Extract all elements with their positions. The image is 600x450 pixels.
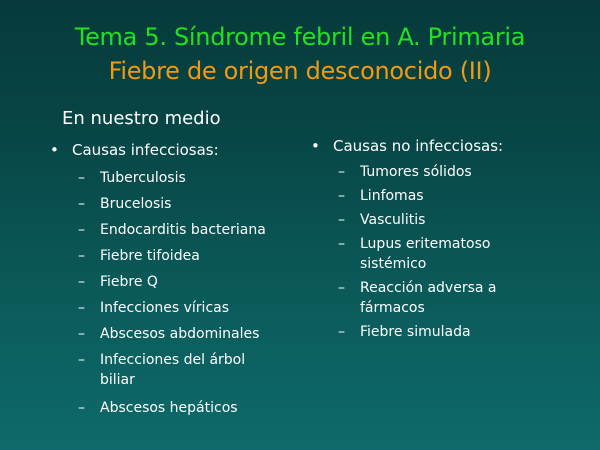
list-item xyxy=(78,272,308,292)
list-item-text: Linfomas xyxy=(360,188,424,204)
list-item-text: Fiebre tifoidea xyxy=(100,248,200,264)
list-item-text: Endocarditis bacteriana xyxy=(100,222,266,238)
list-item xyxy=(338,234,588,274)
dash-icon: – xyxy=(338,236,345,252)
dash-icon: – xyxy=(78,248,85,264)
list-item-text: Infecciones del árbol xyxy=(100,352,246,368)
list-item-text: Vasculitis xyxy=(360,212,426,228)
bullet-label: Causas infecciosas: xyxy=(72,141,219,159)
bullet-icon: • xyxy=(50,141,59,159)
list-item xyxy=(78,168,308,188)
list-item xyxy=(78,350,308,390)
list-item xyxy=(338,322,588,342)
dash-icon: – xyxy=(78,196,85,212)
list-item xyxy=(78,298,308,318)
list-item xyxy=(338,186,588,206)
bullet-icon: • xyxy=(311,137,320,155)
non-infectious-causes-list xyxy=(338,0,588,450)
list-item xyxy=(78,194,308,214)
list-item-text: Fiebre Q xyxy=(100,274,158,290)
dash-icon: – xyxy=(78,170,85,186)
list-item-text: Brucelosis xyxy=(100,196,172,212)
list-item-text: Fiebre simulada xyxy=(360,324,471,340)
dash-icon: – xyxy=(338,324,345,340)
dash-icon: – xyxy=(338,280,345,296)
list-item-text: Abscesos abdominales xyxy=(100,326,260,342)
list-item-text: Tumores sólidos xyxy=(360,164,472,180)
list-item xyxy=(338,278,588,318)
list-item xyxy=(78,324,308,344)
dash-icon: – xyxy=(78,400,85,416)
slide-subtitle: Fiebre de origen desconocido (II) xyxy=(108,57,492,85)
list-item-text: Lupus eritematoso xyxy=(360,236,491,252)
dash-icon: – xyxy=(338,188,345,204)
list-item-text-continued: fármacos xyxy=(360,300,425,316)
list-item xyxy=(78,246,308,266)
list-item-text: Reacción adversa a xyxy=(360,280,497,296)
list-item-text-continued: sistémico xyxy=(360,256,427,272)
dash-icon: – xyxy=(338,212,345,228)
slide-title: Tema 5. Síndrome febril en A. Primaria xyxy=(74,23,526,51)
dash-icon: – xyxy=(78,352,85,368)
dash-icon: – xyxy=(78,274,85,290)
list-item xyxy=(78,398,308,418)
dash-icon: – xyxy=(338,164,345,180)
list-item-text: Abscesos hepáticos xyxy=(100,400,238,416)
list-item-text-continued: biliar xyxy=(100,372,135,388)
bullet-label: Causas no infecciosas: xyxy=(333,137,504,155)
section-heading: En nuestro medio xyxy=(62,108,221,129)
list-item xyxy=(338,210,588,230)
dash-icon: – xyxy=(78,222,85,238)
list-item-text: Infecciones víricas xyxy=(100,300,230,316)
infectious-causes-list xyxy=(78,0,308,450)
list-item xyxy=(338,162,588,182)
list-item xyxy=(78,220,308,240)
list-item-text: Tuberculosis xyxy=(100,170,186,186)
dash-icon: – xyxy=(78,300,85,316)
dash-icon: – xyxy=(78,326,85,342)
